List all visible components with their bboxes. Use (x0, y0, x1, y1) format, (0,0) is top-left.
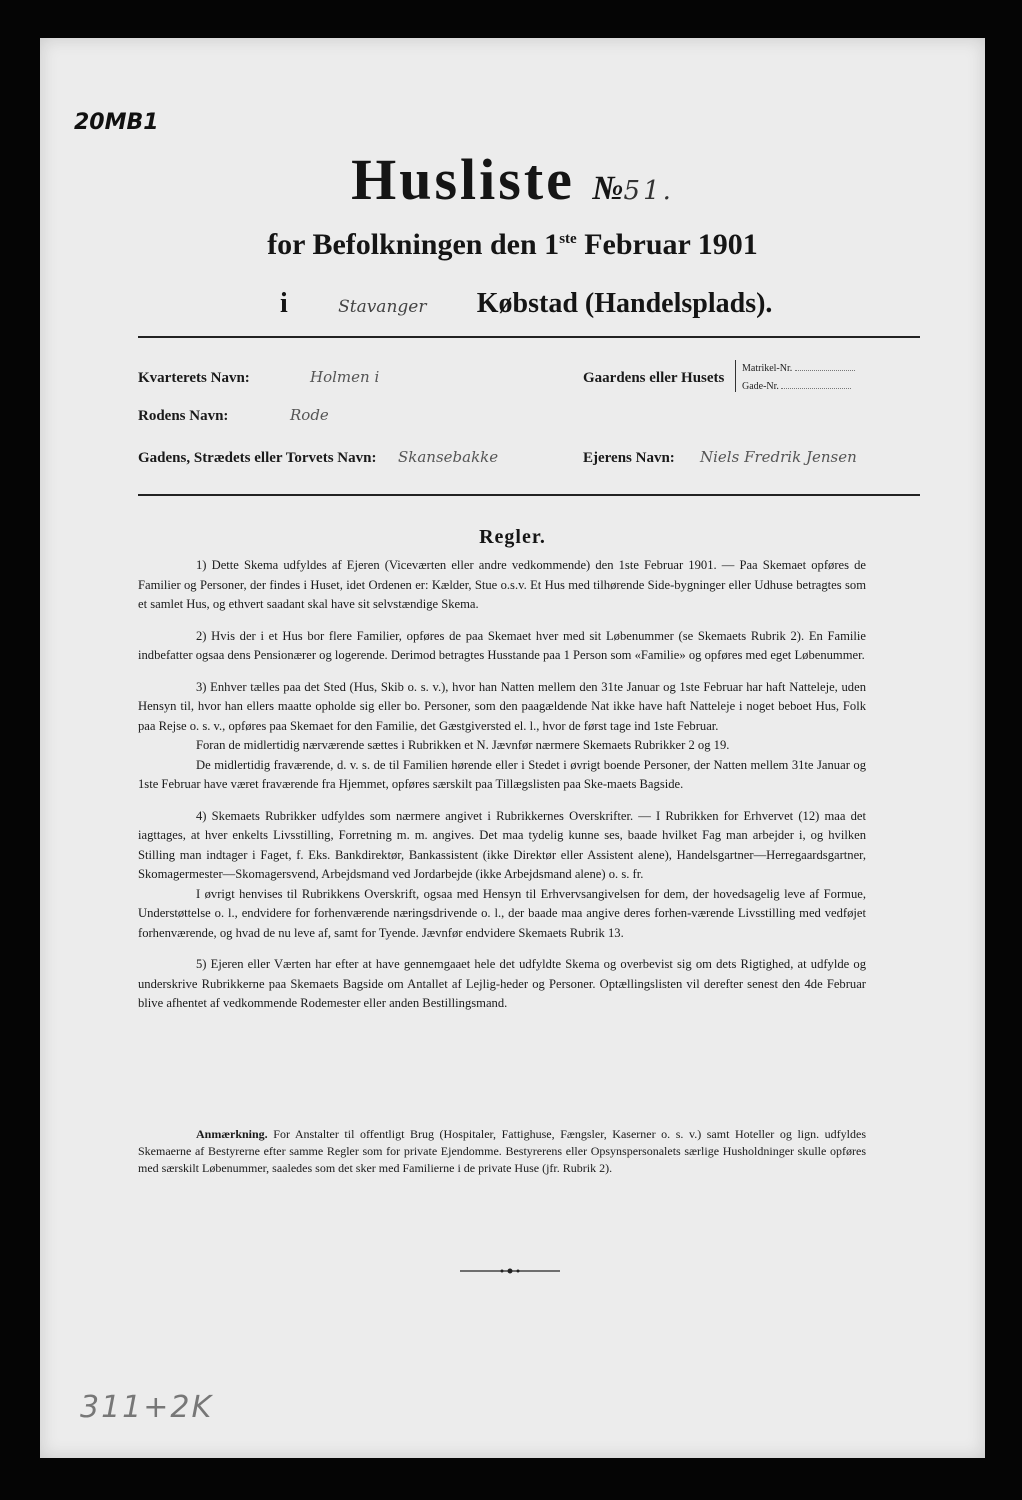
number-symbol: № (592, 170, 624, 207)
form-number: 51. (623, 176, 674, 206)
rule-1: 1) Dette Skema udfyldes af Ejeren (Viceværten eller andre vedkommende) den 1ste Februar 1901. — Paa Skemaet opføres de Familier og Personer, der findes i Huset, idet Ordenen er: Kælder, Stue o.s.v. Et Hus med tilhørende Side-bygninger eller Udhuse betragtes som et samlet Hus, og ethvert saadant skal have sit selvstændige Skema. (138, 558, 866, 611)
kvarter-value: Holmen i (310, 368, 380, 386)
matrikel-label: Matrikel-Nr. (742, 360, 855, 374)
remark-text: For Anstalter til offentligt Brug (Hospitaler, Fattighuse, Fængsler, Kaserner o. s. v.) samt Hoteller og lign. udfyldes Skemaerne af Bestyrerne efter samme Regler som for private Ejendomme. Bestyrerens eller Opsynspersonalets særlige Husholdninger skulle opføres med særskilt Løbenummer, saaledes som det sker med Familierne i de private Huse (jfr. Rubrik 2). (138, 1127, 867, 1175)
house-numbers (735, 360, 855, 392)
gaard-label: Gaardens eller Husets (583, 370, 725, 386)
ornament-divider (460, 1266, 560, 1276)
gade-label: Gadens, Strædets eller Torvets Navn: (138, 450, 377, 466)
rules-heading: Regler. (479, 526, 546, 548)
eier-value: Niels Fredrik Jensen (700, 448, 857, 466)
gade-value: Skansebakke (398, 448, 499, 466)
rule-3-note-b: De midlertidig fraværende, d. v. s. de til Familien hørende eller i Stedet i øvrigt boende Personer, der Natten mellem 31te Januar og 1ste Februar have været fraværende fra Hjemmet, opføres særskilt paa Tillægslisten paa Ske-maets Bagside. (138, 757, 866, 791)
census-form-page (40, 38, 985, 1458)
kvarter-label: Kvarterets Navn: (138, 370, 250, 386)
eier-label: Ejerens Navn: (583, 450, 675, 466)
title-text: Husliste (351, 147, 575, 212)
archive-number: 20MB1 (74, 110, 159, 135)
rules-body (138, 556, 866, 1014)
place-suffix: Købstad (Handelsplads). (476, 288, 773, 319)
place-line (280, 288, 772, 320)
rule-5: 5) Ejeren eller Værten har efter at have gennemgaaet hele det udfyldte Skema og overbevist sig om dets Rigtighed, at udfylde og underskrive Rubrikkerne paa Skemaets Bagside om Antallet af Lejlig-heder og Personer. Optællingslisten vil derefter senest den 4de Februar blive afhentet af vedkommende Rodemester eller anden Bestillingsmand. (138, 957, 866, 1010)
remark-label: Anmærkning. (196, 1127, 268, 1141)
top-divider (138, 336, 920, 338)
subtitle-sup: ste (559, 231, 577, 247)
place-handwritten: Stavanger (338, 297, 427, 317)
gade-nr-label: Gade-Nr. (742, 378, 855, 392)
subtitle-post: Februar 1901 (576, 228, 758, 261)
rule-3-note-a: Foran de midlertidig nærværende sættes i Rubrikken et N. Jævnfør nærmere Skemaets Rubrikker 2 og 19. (196, 738, 730, 752)
rule-3: 3) Enhver tælles paa det Sted (Hus, Skib o. s. v.), hvor han Natten mellem den 31te Januar og 1ste Februar har haft Natteleje, uden Hensyn til, hvor han ellers maatte opholde sig eller bo. Personer, som den paagældende Nat ikke have haft Natteleje i noget beboet Hus, Folk paa Rejse o. s. v., opføres paa Skemaet for den Familie, det Gæstgiversted el. l., hvor de først tage ind 1ste Februar. (138, 679, 866, 733)
rule-4-note: I øvrigt henvises til Rubrikkens Overskrift, ogsaa med Hensyn til Erhvervsangivelsen for dem, der hovedsagelig leve af Formue, Understøttelse o. l., endvidere for forhenværende næringsdrivende o. l., der baade maa angive deres forhen-værende Livsstilling med vedføjet forhenværende, og hvad de nu leve af, samt for Tyende. Jævnfør endvidere Skemaets Rubrik 13. (138, 886, 866, 940)
subtitle-pre: for Befolkningen den 1 (267, 228, 560, 261)
fields-divider (138, 494, 920, 496)
rule-4: 4) Skemaets Rubrikker udfyldes som nærmere angivet i Rubrikkernes Overskrifter. — I Rubrikken for Erhvervet (12) maa det iagttages, at hver enkelts Livsstilling, Forretning m. m. angives. Det maa tydelig kunne ses, baade hvilket Fag man arbejder i, og hvilken Stilling man indtager i Faget, f. Eks. Bankdirektør, Bankassistent (ikke Direktør eller Assistent alene), Handelsgartner—Herregaardsgartner, Skomagermester—Skomagersvend, Arbejdsmand ved Jordarbejde (ikke Arbejdsmand alene) o. s. fr. (138, 808, 866, 881)
rode-value: Rode (290, 406, 329, 424)
pencil-annotation: 311+2K (80, 1390, 214, 1425)
rule-2: 2) Hvis der i et Hus bor flere Familier, opføres de paa Skemaet hver med sit Løbenummer (se Skemaets Rubrik 2). En Familie indbefatter ogsaa dens Pensionærer og logerende. Derimod betragtes Husstande paa 1 Person som «Familie» og opføres med eget Løbenummer. (138, 628, 866, 662)
form-subtitle (40, 228, 985, 262)
form-title (40, 146, 985, 213)
place-prefix: i (280, 288, 288, 319)
remark (138, 1126, 866, 1177)
rode-label: Rodens Navn: (138, 408, 229, 424)
